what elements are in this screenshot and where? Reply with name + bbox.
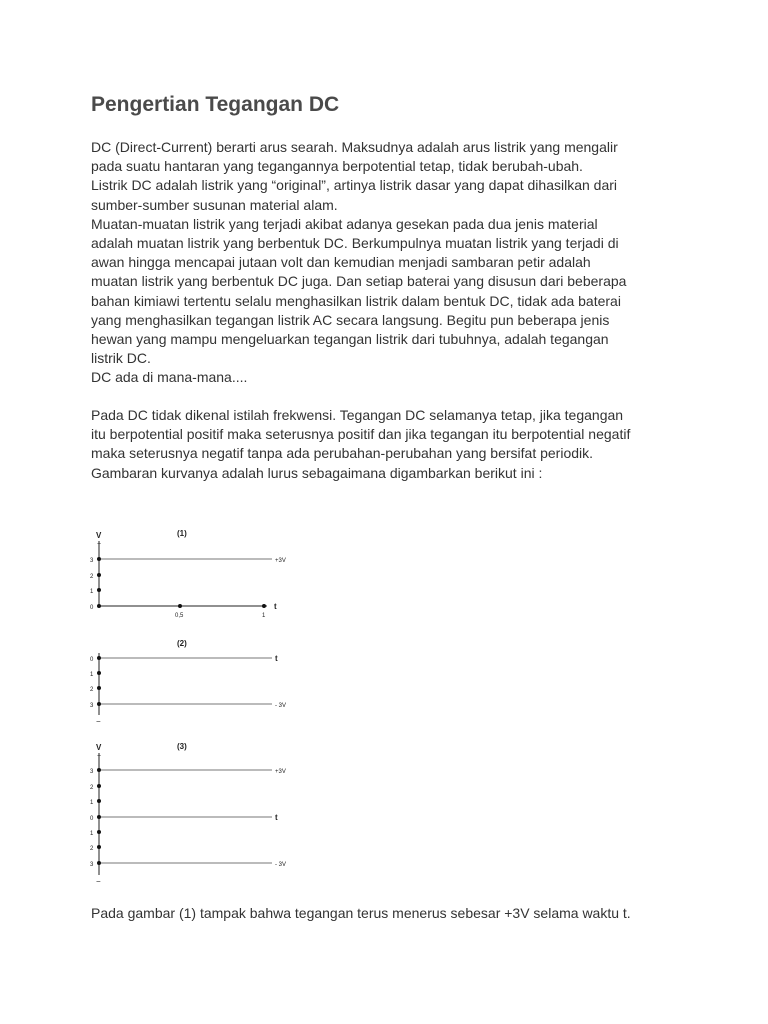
fig2-ytick-label: 1 <box>90 672 94 678</box>
fig3-ytick-label: 3 <box>90 862 94 868</box>
fig2-minus-sign: − <box>96 717 101 726</box>
text-line: Pada DC tidak dikenal istilah frekwensi. Tegangan DC selamanya tetap, jika tegangan <box>91 407 624 423</box>
fig3-ytick-label: 0 <box>90 816 94 822</box>
fig2-tick-dot <box>97 686 101 690</box>
fig3-minus-sign: − <box>96 877 101 886</box>
fig3-tick-dot <box>97 845 101 849</box>
text-line: Pada gambar (1) tampak bahwa tegangan terus menerus sebesar +3V selama waktu t. <box>91 905 631 921</box>
text-line: pada suatu hantaran yang tegangannya berpotential tetap, tidak berubah-ubah. <box>91 158 583 175</box>
text-line: maka seterusnya negatif tanpa ada perubahan-perubahan yang bersifat periodik. <box>91 445 594 462</box>
text-line: bahan kimiawi tertentu selalu menghasilkan listrik dalam bentuk DC, tidak ada baterai <box>91 292 621 309</box>
fig2-ytick-label: 2 <box>90 687 94 693</box>
fig1-tick-dot <box>97 573 101 577</box>
fig2-ytick-label: 3 <box>90 703 94 709</box>
fig3-tick-dot <box>97 861 101 865</box>
fig3-v-label: V <box>96 743 102 752</box>
fig3-ytick-label: 2 <box>90 785 94 791</box>
paragraph-frequency <box>91 406 630 483</box>
fig1-ytick-label: 3 <box>90 558 94 564</box>
text-line: awan hingga mencapai jutaan volt dan kemudian menjadi sambaran petir adalah <box>91 254 591 271</box>
fig1-label: (1) <box>177 529 187 538</box>
fig3-tick-dot <box>97 768 101 772</box>
fig2-ytick-label: 0 <box>90 657 94 663</box>
fig1-plus-sign: + <box>97 541 102 548</box>
text-line: muatan listrik yang berbentuk DC juga. Dan setiap baterai yang disusun dari beberapa <box>91 273 627 290</box>
text-line: Listrik DC adalah listrik yang “original”, artinya listrik dasar yang dapat dihasilkan dari <box>91 177 618 194</box>
dc-voltage-figure <box>87 525 297 890</box>
fig1-line-label: +3V <box>275 558 286 564</box>
text-line: DC (Direct-Current) berarti arus searah. Maksudnya adalah arus listrik yang mengalir <box>91 139 618 155</box>
fig3-plus-sign: + <box>97 753 102 760</box>
fig3-tick-dot <box>97 815 101 819</box>
fig3-ytick-label: 2 <box>90 846 94 852</box>
fig1-tick-dot <box>97 588 101 592</box>
text-line: itu berpotential positif maka seterusnya positif dan jika tegangan itu berpotential negatif <box>91 426 631 443</box>
fig1-ytick-label: 2 <box>90 574 94 580</box>
fig3-line-label-top: +3V <box>275 769 286 775</box>
text-line: Muatan-muatan listrik yang terjadi akibat adanya gesekan pada dua jenis material <box>91 215 598 232</box>
text-line: hewan yang mampu mengeluarkan tegangan listrik dari tubuhnya, adalah tegangan <box>91 331 609 348</box>
fig3-ytick-label: 3 <box>90 769 94 775</box>
text-line: Gambaran kurvanya adalah lurus sebagaimana digambarkan berikut ini : <box>91 464 543 481</box>
text-line: sumber-sumber susunan material alam. <box>91 196 338 213</box>
fig3-label: (3) <box>177 742 187 751</box>
fig3-tick-dot <box>97 830 101 834</box>
page-title: Pengertian Tegangan DC <box>91 93 340 116</box>
fig1-ytick-label: 1 <box>90 589 94 595</box>
fig1-v-label: V <box>96 531 102 540</box>
fig1-xtick-label: 0,5 <box>175 613 184 619</box>
fig2-label: (2) <box>177 639 187 648</box>
fig2-tick-dot <box>97 702 101 706</box>
text-line: DC ada di mana-mana.... <box>91 369 248 386</box>
text-line: listrik DC. <box>91 350 151 367</box>
paragraph-intro <box>91 138 626 388</box>
fig3-ytick-label: 1 <box>90 831 94 837</box>
fig3-tick-dot <box>97 799 101 803</box>
fig3-ytick-label: 1 <box>90 800 94 806</box>
fig1-xtick-label: 1 <box>262 613 266 619</box>
fig2-line-label: - 3V <box>275 703 287 709</box>
fig3-line-label-bottom: - 3V <box>275 862 287 868</box>
fig3-t-label: t <box>275 813 278 822</box>
fig1-ytick-label: 0 <box>90 605 94 611</box>
fig2-tick-dot <box>97 671 101 675</box>
fig1-tick-dot <box>97 604 101 608</box>
text-line: adalah muatan listrik yang berbentuk DC. Berkumpulnya muatan listrik yang terjadi di <box>91 235 619 252</box>
fig1-xtick-dot <box>262 604 266 608</box>
fig3-tick-dot <box>97 784 101 788</box>
paragraph-figure-caption <box>91 904 631 923</box>
fig1-xtick-dot <box>178 604 182 608</box>
fig2-tick-dot <box>97 656 101 660</box>
fig2-t-label: t <box>275 654 278 663</box>
fig1-t-label: t <box>274 602 277 611</box>
fig1-tick-dot <box>97 557 101 561</box>
text-line: yang menghasilkan tegangan listrik AC secara langsung. Begitu pun beberapa jenis <box>91 311 610 328</box>
